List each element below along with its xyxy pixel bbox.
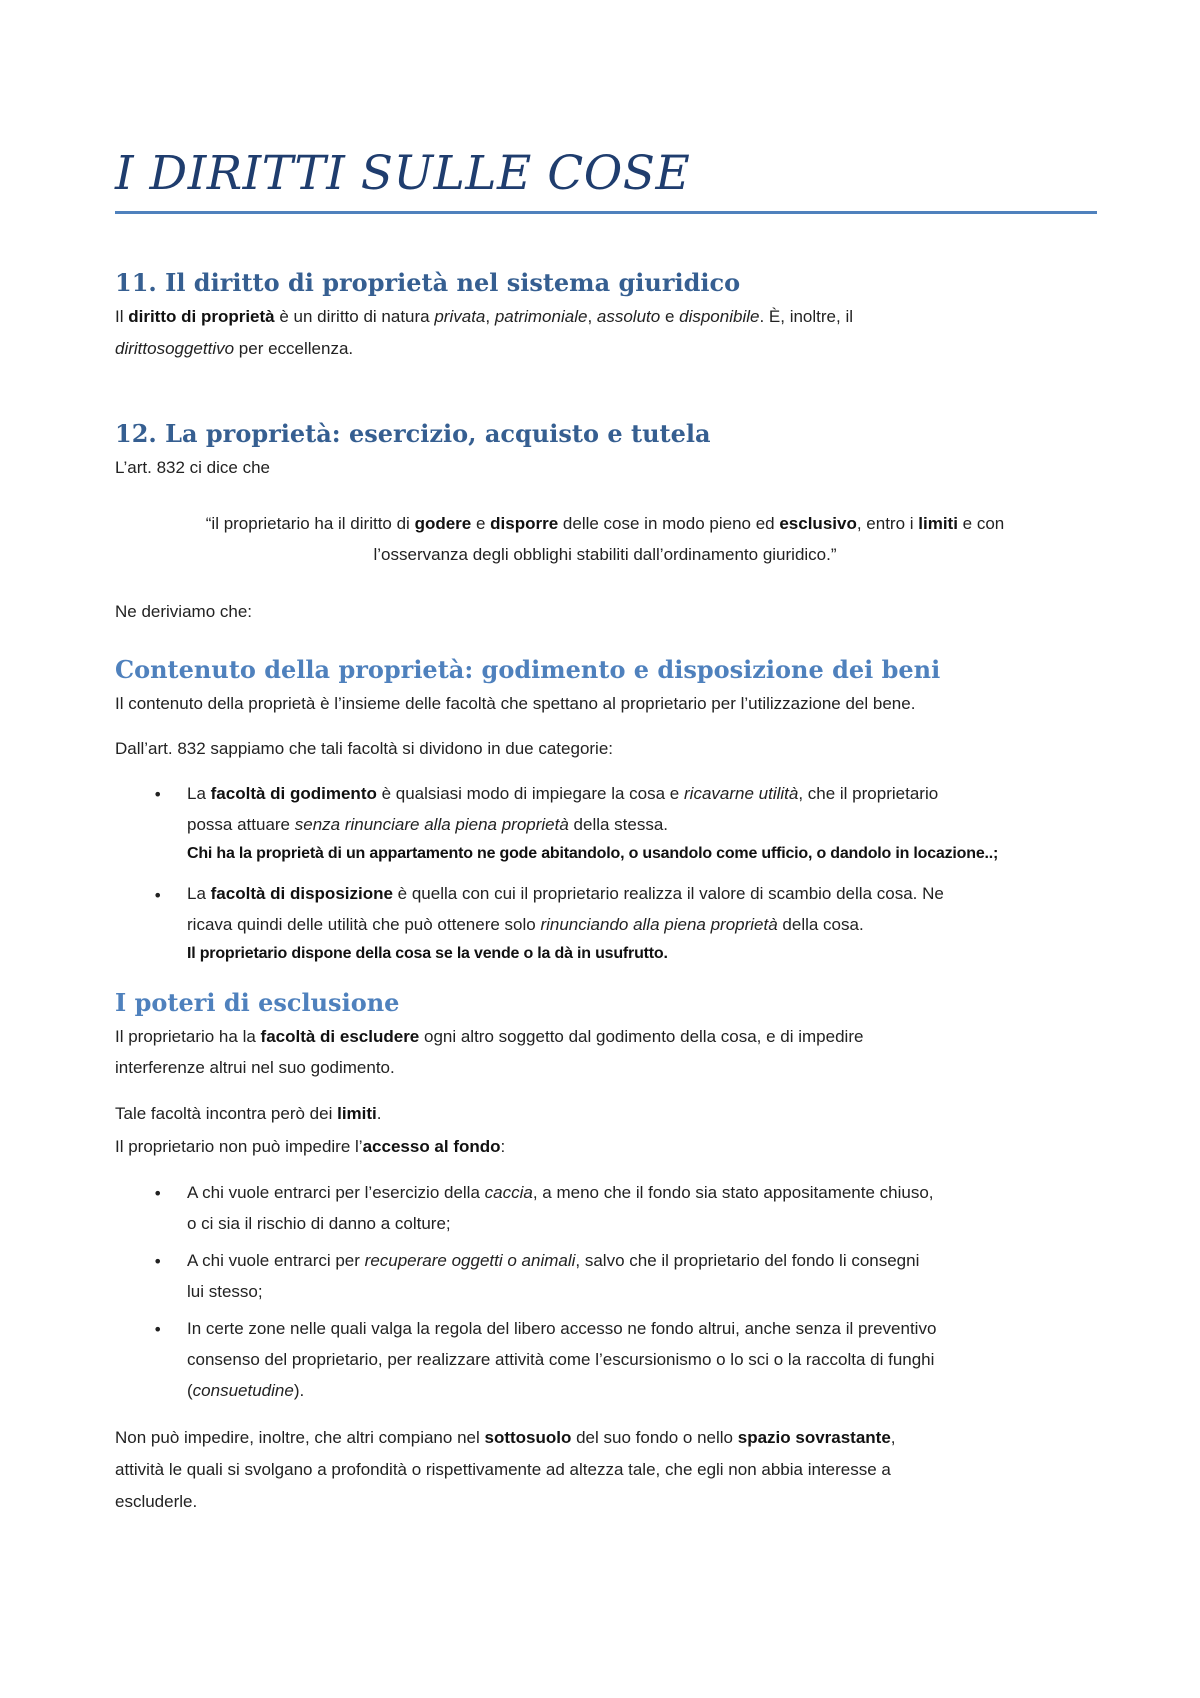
document-title: I DIRITTI SULLE COSE xyxy=(115,146,691,201)
accesso-item-1-line-1: A chi vuole entrarci per l’esercizio della caccia, a meno che il fondo sia stato appositamente chiuso, xyxy=(187,1183,934,1202)
accesso-item-1-line-2: o ci sia il rischio di danno a colture; xyxy=(187,1214,451,1233)
contenuto-paragraph-1: Il contenuto della proprietà è l’insieme delle facoltà che spettano al proprietario per l’utilizzazione del bene. xyxy=(115,694,916,713)
poteri-paragraph-1-line-1: Il proprietario ha la facoltà di escludere ogni altro soggetto dal godimento della cosa, e di impedire xyxy=(115,1027,864,1046)
quote-line-1: “il proprietario ha il diritto di godere e disporre delle cose in modo pieno ed esclusivo, entro i limiti e con xyxy=(205,514,1005,533)
bullet-icon: • xyxy=(153,1184,163,1203)
quote-line-2: l’osservanza degli obblighi stabiliti dall’ordinamento giuridico.” xyxy=(373,545,837,564)
godimento-example: Chi ha la proprietà di un appartamento ne gode abitandolo, o usandolo come ufficio, o dandolo in locazione..; xyxy=(187,845,999,862)
derive-text: Ne deriviamo che: xyxy=(115,602,253,621)
contenuto-paragraph-2: Dall’art. 832 sappiamo che tali facoltà si dividono in due categorie: xyxy=(115,739,614,758)
section-12-heading: 12. La proprietà: esercizio, acquisto e tutela xyxy=(115,419,711,448)
poteri-paragraph-3: Il proprietario non può impedire l’accesso al fondo: xyxy=(115,1137,506,1156)
poteri-paragraph-2: Tale facoltà incontra però dei limiti. xyxy=(115,1104,382,1123)
section-11-line-1: Il diritto di proprietà è un diritto di natura privata, patrimoniale, assoluto e disponibile. È, inoltre, il xyxy=(115,307,854,326)
godimento-line-2: possa attuare senza rinunciare alla piena proprietà della stessa. xyxy=(187,815,669,834)
title-underline xyxy=(115,211,1097,214)
godimento-line-1: La facoltà di godimento è qualsiasi modo di impiegare la cosa e ricavarne utilità, che il proprietario xyxy=(187,784,939,803)
bullet-icon: • xyxy=(153,1252,163,1271)
section-11-heading: 11. Il diritto di proprietà nel sistema giuridico xyxy=(115,268,741,297)
poteri-heading: I poteri di esclusione xyxy=(115,988,400,1017)
section-12-intro: L’art. 832 ci dice che xyxy=(115,458,270,477)
disposizione-example: Il proprietario dispone della cosa se la vende o la dà in usufrutto. xyxy=(187,945,668,962)
accesso-item-2-line-1: A chi vuole entrarci per recuperare oggetti o animali, salvo che il proprietario del fondo li consegni xyxy=(187,1251,920,1270)
accesso-item-3-line-2: consenso del proprietario, per realizzare attività come l’escursionismo o lo sci o la raccolta di funghi xyxy=(187,1350,935,1369)
poteri-paragraph-4-line-3: escluderle. xyxy=(115,1492,198,1511)
poteri-paragraph-4-line-1: Non può impedire, inoltre, che altri compiano nel sottosuolo del suo fondo o nello spazio sovrastante, xyxy=(115,1428,896,1447)
accesso-item-3-line-1: In certe zone nelle quali valga la regola del libero accesso ne fondo altrui, anche senza il preventivo xyxy=(187,1319,937,1338)
poteri-paragraph-4-line-2: attività le quali si svolgano a profondità o rispettivamente ad altezza tale, che egli non abbia interesse a xyxy=(115,1460,891,1479)
contenuto-heading: Contenuto della proprietà: godimento e disposizione dei beni xyxy=(115,655,941,684)
accesso-item-2-line-2: lui stesso; xyxy=(187,1282,263,1301)
bullet-icon: • xyxy=(153,886,163,905)
disposizione-line-2: ricava quindi delle utilità che può ottenere solo rinunciando alla piena proprietà della cosa. xyxy=(187,915,864,934)
bullet-icon: • xyxy=(153,785,163,804)
accesso-item-3-line-3: (consuetudine). xyxy=(187,1381,305,1400)
poteri-paragraph-1-line-2: interferenze altrui nel suo godimento. xyxy=(115,1058,395,1077)
section-11-line-2: dirittosoggettivo per eccellenza. xyxy=(115,339,354,358)
bullet-icon: • xyxy=(153,1320,163,1339)
disposizione-line-1: La facoltà di disposizione è quella con cui il proprietario realizza il valore di scambio della cosa. Ne xyxy=(187,884,944,903)
